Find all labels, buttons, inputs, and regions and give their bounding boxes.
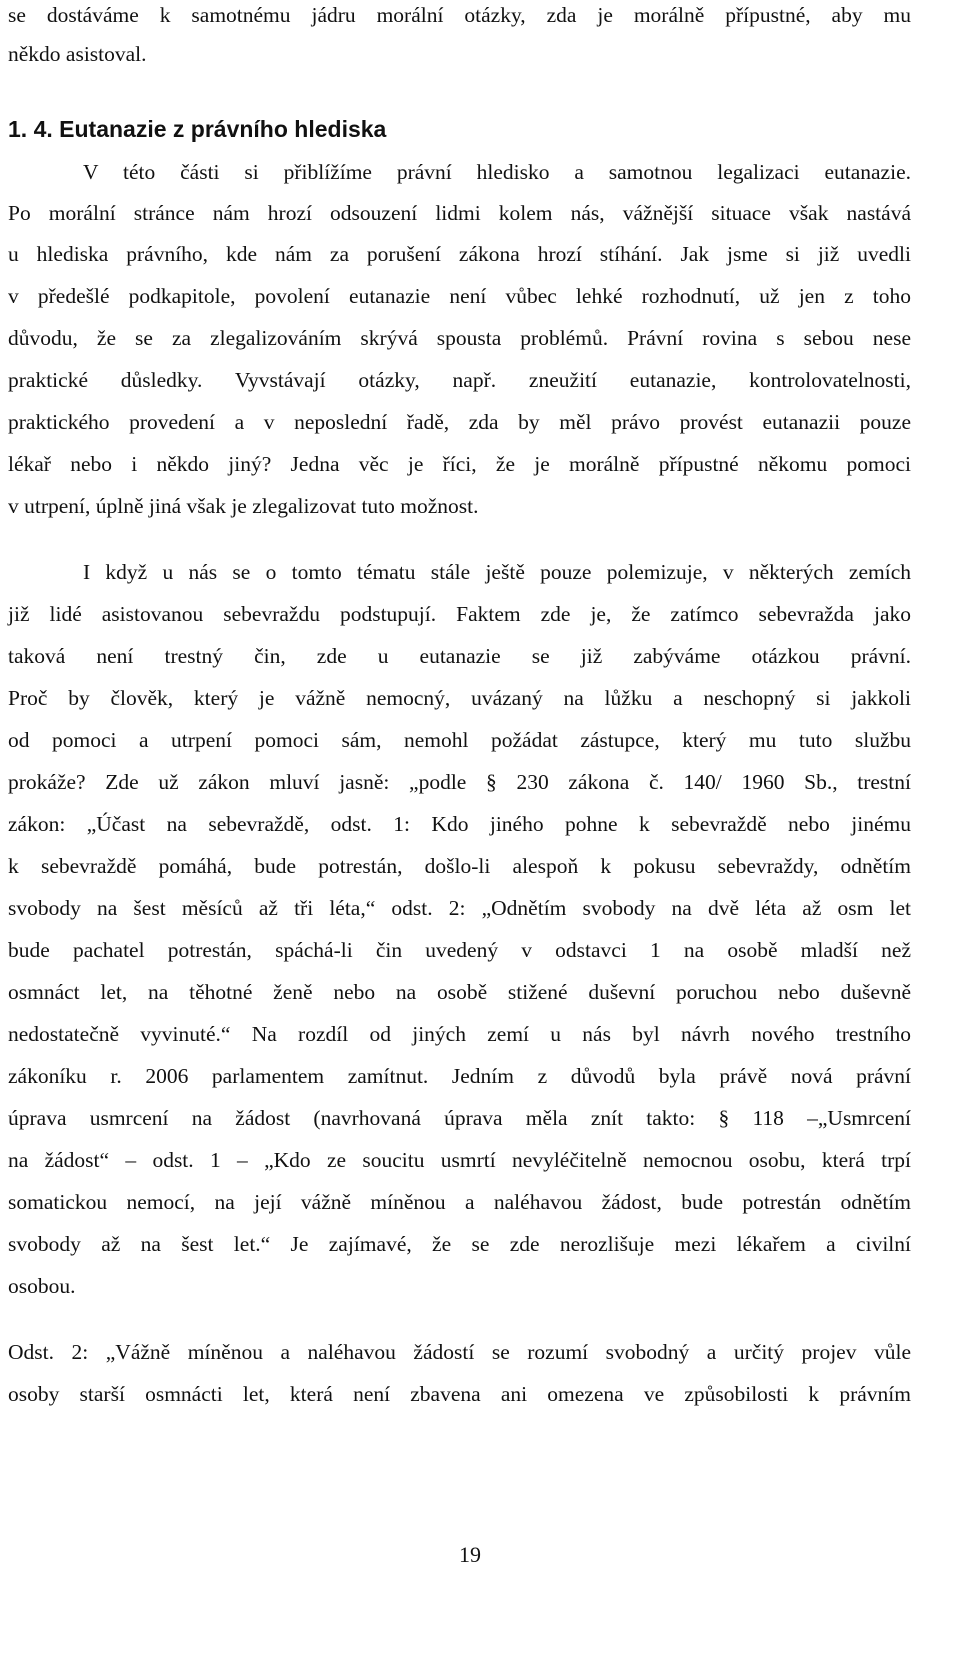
body-text-line: od pomoci a utrpení pomoci sám, nemohl požádat zástupce, který mu tuto službu bbox=[8, 728, 911, 752]
body-text-line: I když u nás se o tomto tématu stále ještě pouze polemizuje, v některých zemích bbox=[83, 560, 911, 584]
body-text-line: důvodu, že se za zlegalizováním skrývá spousta problémů. Právní rovina s sebou nese bbox=[8, 326, 911, 350]
body-text-line: taková není trestný čin, zde u eutanazie se již zabýváme otázkou právní. bbox=[8, 644, 911, 668]
body-text-line: V této části si přiblížíme právní hledisko a samotnou legalizaci eutanazie. bbox=[83, 160, 911, 184]
body-text-line: úprava usmrcení na žádost (navrhovaná úprava měla znít takto: § 118 –„Usmrcení bbox=[8, 1106, 911, 1130]
body-text-line: osmnáct let, na těhotné ženě nebo na osobě stižené duševní poruchou nebo duševně bbox=[8, 980, 911, 1004]
body-text-line: somatickou nemocí, na její vážně míněnou a naléhavou žádost, bude potrestán odnětím bbox=[8, 1190, 911, 1214]
body-text-line: se dostáváme k samotnému jádru morální otázky, zda je morálně přípustné, aby mu bbox=[8, 3, 911, 27]
body-text-line: u hlediska právního, kde nám za porušení zákona hrozí stíhání. Jak jsme si již uvedli bbox=[8, 242, 911, 266]
body-text-line: na žádost“ – odst. 1 – „Kdo ze soucitu usmrtí nevyléčitelně nemocnou osobu, která trpí bbox=[8, 1148, 911, 1172]
body-text-line: prokáže? Zde už zákon mluví jasně: „podle § 230 zákona č. 140/ 1960 Sb., trestní bbox=[8, 770, 911, 794]
body-text-line: lékař nebo i někdo jiný? Jedna věc je říci, že je morálně přípustné někomu pomoci bbox=[8, 452, 911, 476]
section-heading: 1. 4. Eutanazie z právního hlediska bbox=[8, 116, 387, 142]
body-text-line: svobody na šest měsíců až tři léta,“ odst. 2: „Odnětím svobody na dvě léta až osm let bbox=[8, 896, 911, 920]
body-text-line: zákoníku r. 2006 parlamentem zamítnut. Jedním z důvodů byla právě nová právní bbox=[8, 1064, 911, 1088]
body-text-line: nedostatečně vyvinuté.“ Na rozdíl od jiných zemí u nás byl návrh nového trestního bbox=[8, 1022, 911, 1046]
body-text-line: Odst. 2: „Vážně míněnou a naléhavou žádostí se rozumí svobodný a určitý projev vůle bbox=[8, 1340, 911, 1364]
body-text-line: v předešlé podkapitole, povolení eutanazie není vůbec lehké rozhodnutí, už jen z toho bbox=[8, 284, 911, 308]
body-text-line: Proč by člověk, který je vážně nemocný, uvázaný na lůžku a neschopný si jakkoli bbox=[8, 686, 911, 710]
body-text-line: k sebevraždě pomáhá, bude potrestán, došlo-li alespoň k pokusu sebevraždy, odnětím bbox=[8, 854, 911, 878]
body-text-line: bude pachatel potrestán, spáchá-li čin uvedený v odstavci 1 na osobě mladší než bbox=[8, 938, 911, 962]
body-text-line: někdo asistoval. bbox=[8, 42, 147, 66]
page-number: 19 bbox=[459, 1542, 481, 1567]
body-text-line: osoby starší osmnácti let, která není zbavena ani omezena ve způsobilosti k právním bbox=[8, 1382, 911, 1406]
body-text-line: praktického provedení a v neposlední řadě, zda by měl právo provést eutanazii pouze bbox=[8, 410, 911, 434]
body-text-line: již lidé asistovanou sebevraždu podstupují. Faktem zde je, že zatímco sebevražda jako bbox=[8, 602, 911, 626]
body-text-line: svobody až na šest let.“ Je zajímavé, že se zde nerozlišuje mezi lékařem a civilní bbox=[8, 1232, 911, 1256]
body-text-line: zákon: „Účast na sebevraždě, odst. 1: Kdo jiného pohne k sebevraždě nebo jinému bbox=[8, 812, 911, 836]
body-text-line: praktické důsledky. Vyvstávají otázky, např. zneužití eutanazie, kontrolovatelnosti, bbox=[8, 368, 911, 392]
body-text-line: osobou. bbox=[8, 1274, 76, 1298]
body-text-line: Po morální stránce nám hrozí odsouzení lidmi kolem nás, vážnější situace však nastává bbox=[8, 201, 911, 225]
body-text-line: v utrpení, úplně jiná však je zlegalizovat tuto možnost. bbox=[8, 494, 479, 518]
